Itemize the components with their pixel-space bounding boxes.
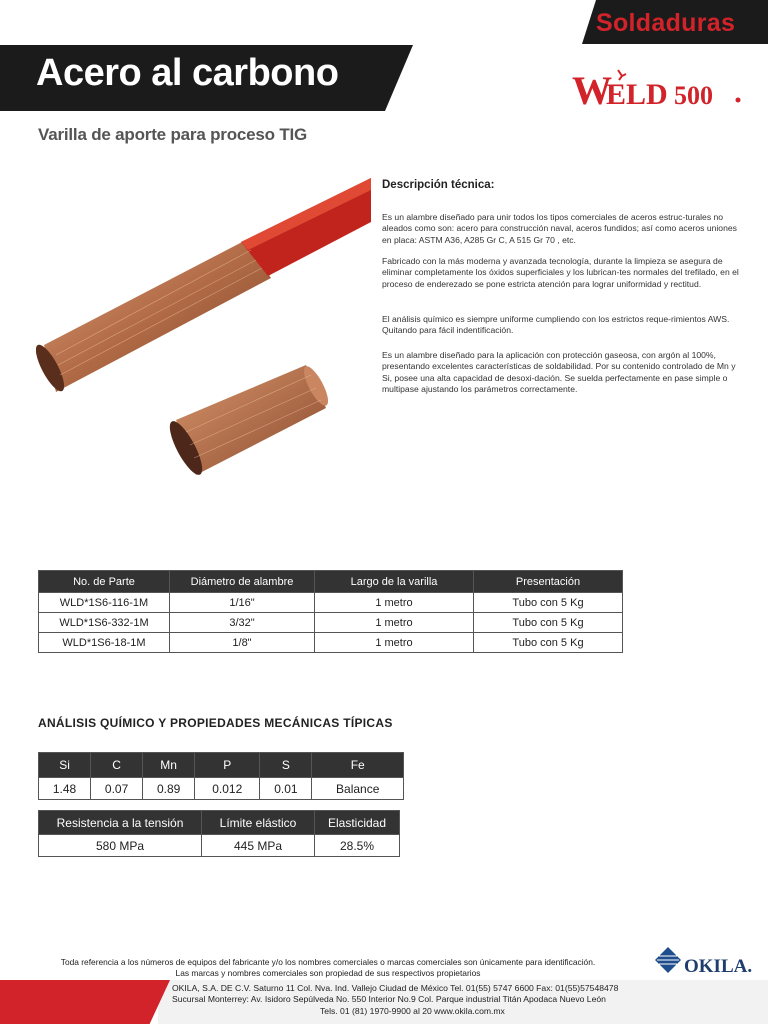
table-row [39, 593, 623, 613]
table-row [39, 613, 623, 633]
table-cell: 0.012 [195, 778, 260, 800]
disclaimer-line: Toda referencia a los números de equipos del fabricante y/o los nombres comerciales o marcas comerciales son únicamente para identificación. [60, 957, 596, 967]
svg-text:W: W [572, 68, 612, 110]
table-row [39, 633, 623, 653]
table-cell: 1.48 [39, 778, 91, 800]
description-paragraph: El análisis químico es siempre uniforme cumpliendo con los estrictos reque-rimientos AWS. Quitando para fácil indentificación. [382, 314, 730, 336]
description-paragraph: Fabricado con la más moderna y avanzada tecnología, durante la limpieza se asegura de eliminar completamente los óxidos superficiales y los lubrican-tes normales del trefilado, en el proceso de enderezado se pone estricta atención para lograr uniformidad y rectitud. [382, 256, 739, 289]
chemical-table [38, 752, 404, 800]
description-title: Descripción técnica: [382, 179, 495, 191]
description-paragraph: Es un alambre diseñado para la aplicación con protección gaseosa, con argón al 100%, presentando excelentes características de soldabilidad. Por su contenido controlado de Mn y Si, posee una alta capacidad de desoxi-dación. Se suelda perfectamente en pase simple o multipase ajustando los parámetros correctamente. [382, 350, 736, 395]
disclaimer [8, 957, 648, 978]
column-header: Fe [312, 753, 404, 778]
disclaimer-line: Las marcas y nombres comerciales son propiedad de sus respectivos propietarios [175, 967, 481, 978]
column-header: S [260, 753, 312, 778]
description-paragraph: Es un alambre diseñado para unir todos los tipos comerciales de aceros estruc-turales no aleados como son: acero para construcción naval, aceros fundidos; así como aceros uniones en placa: ASTM A36, A285 Gr C, A 515 Gr 70 , etc. [382, 212, 737, 245]
footer-contact-line: Tels. 01 (81) 1970-9900 al 20 www.okila.com.mx [320, 1006, 505, 1016]
footer-red-accent [0, 980, 170, 1024]
mechanical-table [38, 810, 400, 857]
table-cell: Tubo con 5 Kg [474, 593, 623, 613]
okila-logo [652, 944, 758, 976]
parts-table-header [39, 571, 623, 593]
column-header: Si [39, 753, 91, 778]
table-cell: 445 MPa [202, 835, 315, 857]
table-row [39, 778, 404, 800]
table-cell: Tubo con 5 Kg [474, 633, 623, 653]
column-header: P [195, 753, 260, 778]
parts-table [38, 570, 623, 653]
table-cell: 0.89 [143, 778, 195, 800]
table-cell: 1 metro [315, 593, 474, 613]
table-cell: WLD*1S6-116-1M [39, 593, 170, 613]
table-cell: 0.01 [260, 778, 312, 800]
okila-wordmark: OKILA. [684, 956, 753, 976]
column-header: Resistencia a la tensión [39, 811, 202, 835]
mechanical-table-header [39, 811, 400, 835]
table-cell: 1 metro [315, 613, 474, 633]
column-header: Mn [143, 753, 195, 778]
footer-address-line: Sucursal Monterrey: Av. Isidoro Sepúlveda No. 550 Interior No.9 Col. Parque industrial Titán Apodaca Nuevo León [172, 994, 606, 1004]
table-cell: 1/16" [170, 593, 315, 613]
page-title: Acero al carbono [36, 52, 339, 94]
category-label: Soldaduras [596, 9, 736, 37]
table-cell: Balance [312, 778, 404, 800]
column-header: Límite elástico [202, 811, 315, 835]
table-cell: 1/8" [170, 633, 315, 653]
column-header: Presentación [474, 571, 623, 593]
svg-text:500: 500 [674, 81, 713, 110]
column-header: No. de Parte [39, 571, 170, 593]
table-cell: 28.5% [315, 835, 400, 857]
welding-rods-image [36, 170, 371, 495]
table-cell: Tubo con 5 Kg [474, 613, 623, 633]
column-header: C [91, 753, 143, 778]
subtitle: Varilla de aporte para proceso TIG [38, 125, 308, 144]
table-cell: 3/32" [170, 613, 315, 633]
footer-address-line: OKILA, S.A. DE C.V. Saturno 11 Col. Nva. Ind. Vallejo Ciudad de México Tel. 01(55) 5747 6600 Fax: 01(55)57548478 [172, 983, 619, 993]
table-row [39, 835, 400, 857]
analysis-title: ANÁLISIS QUÍMICO Y PROPIEDADES MECÁNICAS TÍPICAS [38, 716, 393, 730]
svg-text:ELD: ELD [606, 78, 668, 110]
table-cell: WLD*1S6-18-1M [39, 633, 170, 653]
table-cell: 580 MPa [39, 835, 202, 857]
column-header: Elasticidad [315, 811, 400, 835]
column-header: Diámetro de alambre [170, 571, 315, 593]
column-header: Largo de la varilla [315, 571, 474, 593]
table-cell: 0.07 [91, 778, 143, 800]
table-cell: WLD*1S6-332-1M [39, 613, 170, 633]
table-cell: 1 metro [315, 633, 474, 653]
chemical-table-header [39, 753, 404, 778]
weld500-logo [572, 66, 742, 110]
